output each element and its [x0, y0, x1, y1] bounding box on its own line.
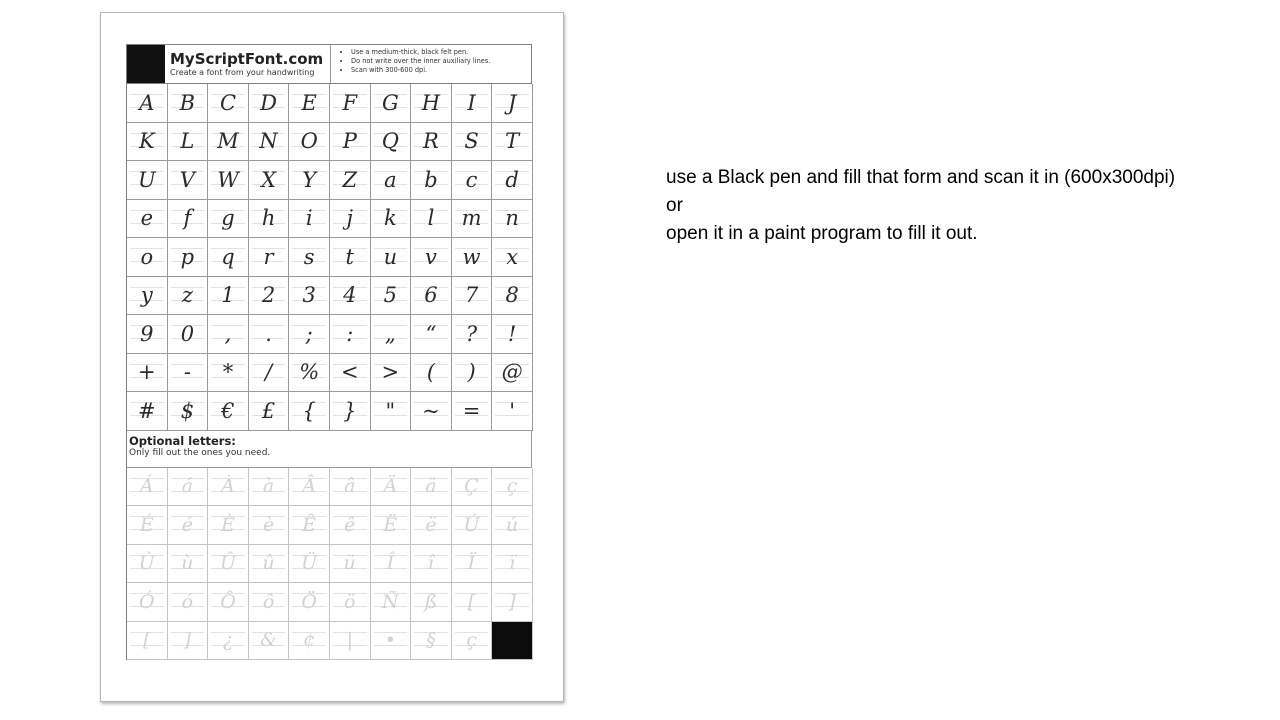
- glyph-cell[interactable]: [208, 506, 249, 545]
- glyph-cell[interactable]: [127, 200, 168, 239]
- handwritten-glyph: è: [262, 513, 275, 536]
- glyph-cell[interactable]: [492, 506, 533, 545]
- glyph-cell[interactable]: [330, 468, 371, 507]
- handwritten-glyph: J: [507, 90, 517, 115]
- handwritten-glyph: x: [506, 244, 519, 269]
- glyph-cell[interactable]: [492, 238, 533, 277]
- glyph-cell[interactable]: [371, 468, 412, 507]
- handwritten-glyph: A: [139, 90, 155, 115]
- handwritten-glyph: 9: [140, 321, 154, 346]
- glyph-cell[interactable]: [492, 468, 533, 507]
- handwritten-glyph: (: [426, 360, 436, 385]
- glyph-cell[interactable]: [249, 583, 290, 622]
- glyph-cell[interactable]: [208, 200, 249, 239]
- handwritten-glyph: m: [461, 206, 482, 231]
- handwritten-glyph: ~: [422, 398, 440, 423]
- corner-registration-mark: [492, 622, 533, 661]
- handwritten-glyph: 7: [464, 283, 479, 308]
- handwritten-glyph: &: [260, 629, 278, 652]
- glyph-cell[interactable]: [371, 622, 412, 661]
- handwritten-glyph: w: [462, 244, 481, 269]
- glyph-cell[interactable]: [452, 354, 493, 393]
- handwritten-glyph: Î: [386, 552, 395, 575]
- glyph-cell[interactable]: [452, 123, 493, 162]
- handwritten-glyph: §: [426, 629, 436, 652]
- glyph-cell[interactable]: [330, 583, 371, 622]
- handwritten-glyph: g: [221, 206, 235, 231]
- glyph-cell[interactable]: [492, 277, 533, 316]
- handwritten-glyph: f: [183, 206, 192, 231]
- glyph-cell[interactable]: [289, 277, 330, 316]
- glyph-cell[interactable]: [127, 506, 168, 545]
- handwritten-glyph: c: [465, 167, 478, 192]
- handwritten-glyph: û: [262, 552, 275, 575]
- handwritten-glyph: •: [384, 629, 396, 652]
- handwritten-glyph: ¿: [222, 629, 234, 652]
- glyph-cell[interactable]: [249, 392, 290, 431]
- glyph-cell[interactable]: [371, 238, 412, 277]
- handwritten-glyph: t: [345, 244, 354, 269]
- handwritten-glyph: â: [344, 475, 356, 498]
- glyph-cell[interactable]: [371, 84, 412, 123]
- handwritten-glyph: ': [509, 398, 516, 423]
- handwritten-glyph: 6: [424, 283, 438, 308]
- handwritten-glyph: Ú: [463, 513, 480, 536]
- glyph-cell[interactable]: [127, 545, 168, 584]
- glyph-cell[interactable]: [492, 200, 533, 239]
- brand-block: [165, 45, 331, 83]
- handwritten-glyph: N: [259, 129, 278, 154]
- glyph-cell[interactable]: [330, 123, 371, 162]
- handwritten-glyph: G: [381, 90, 399, 115]
- handwritten-glyph: ö: [344, 590, 356, 613]
- form-header: [126, 44, 532, 83]
- glyph-cell[interactable]: [289, 315, 330, 354]
- glyph-cell[interactable]: [411, 123, 452, 162]
- note-line: or: [666, 195, 683, 216]
- handwritten-glyph: /: [265, 360, 273, 385]
- glyph-cell[interactable]: [452, 392, 493, 431]
- glyph-cell[interactable]: [168, 392, 209, 431]
- glyph-cell[interactable]: [492, 161, 533, 200]
- handwritten-glyph: @: [501, 360, 523, 385]
- glyph-cell[interactable]: [452, 622, 493, 661]
- handwritten-glyph: Z: [342, 167, 358, 192]
- glyph-cell[interactable]: [330, 238, 371, 277]
- handwritten-glyph: Ô: [220, 590, 236, 613]
- glyph-cell[interactable]: [371, 200, 412, 239]
- brand-name: MyScriptFont.com: [170, 50, 324, 68]
- handwritten-glyph: -: [183, 360, 191, 385]
- handwritten-glyph: î: [427, 552, 434, 575]
- glyph-cell[interactable]: [168, 277, 209, 316]
- glyph-cell[interactable]: [289, 84, 330, 123]
- glyph-cell[interactable]: [289, 545, 330, 584]
- handwritten-glyph: S: [464, 129, 479, 154]
- handwritten-glyph: ä: [425, 475, 437, 498]
- handwritten-glyph: #: [137, 398, 156, 423]
- handwritten-glyph: *: [222, 360, 234, 385]
- corner-registration-mark: [127, 45, 165, 83]
- handwritten-glyph: ç: [466, 629, 477, 652]
- glyph-cell[interactable]: [371, 161, 412, 200]
- handwriting-form: [126, 44, 532, 660]
- handwritten-glyph: i: [305, 206, 313, 231]
- handwritten-glyph: X: [261, 167, 277, 192]
- note-line: open it in a paint program to fill it out.: [666, 223, 978, 244]
- handwritten-glyph: ": [385, 398, 396, 423]
- glyph-cell[interactable]: [452, 315, 493, 354]
- handwritten-glyph: z: [181, 283, 193, 308]
- handwritten-glyph: R: [423, 129, 439, 154]
- glyph-cell[interactable]: [249, 315, 290, 354]
- glyph-cell[interactable]: [127, 161, 168, 200]
- glyph-cell[interactable]: [371, 277, 412, 316]
- glyph-cell[interactable]: [249, 468, 290, 507]
- handwritten-glyph: Ç: [464, 475, 479, 498]
- optional-glyph-grid: [126, 468, 532, 661]
- glyph-cell[interactable]: [127, 392, 168, 431]
- handwritten-glyph: Y: [302, 167, 317, 192]
- handwritten-glyph: u: [383, 244, 398, 269]
- handwritten-glyph: Ê: [302, 513, 317, 536]
- handwritten-glyph: .: [265, 321, 272, 346]
- brand-subtitle: Create a font from your handwriting: [170, 68, 315, 77]
- glyph-cell[interactable]: [371, 506, 412, 545]
- glyph-cell[interactable]: [452, 277, 493, 316]
- glyph-cell[interactable]: [411, 238, 452, 277]
- handwritten-glyph: ç: [506, 475, 518, 498]
- glyph-cell[interactable]: [249, 545, 290, 584]
- glyph-cell[interactable]: [411, 468, 452, 507]
- glyph-cell[interactable]: [411, 200, 452, 239]
- glyph-cell[interactable]: [249, 622, 290, 661]
- handwritten-glyph: F: [342, 90, 358, 115]
- glyph-cell[interactable]: [249, 238, 290, 277]
- glyph-cell[interactable]: [168, 315, 209, 354]
- handwritten-glyph: Ï: [467, 552, 476, 575]
- optional-subtitle: Only fill out the ones you need.: [129, 447, 271, 458]
- handwritten-glyph: L: [180, 129, 195, 154]
- handwritten-glyph: l: [427, 206, 435, 231]
- handwritten-glyph: q: [221, 244, 235, 269]
- glyph-cell[interactable]: [330, 354, 371, 393]
- glyph-grid: [126, 83, 532, 431]
- handwritten-glyph: O: [300, 129, 318, 154]
- handwritten-glyph: ]: [508, 590, 516, 613]
- glyph-cell[interactable]: [208, 84, 249, 123]
- glyph-cell[interactable]: [249, 506, 290, 545]
- handwritten-glyph: r: [263, 244, 274, 269]
- glyph-cell[interactable]: [208, 583, 249, 622]
- glyph-cell[interactable]: [127, 354, 168, 393]
- glyph-cell[interactable]: [492, 123, 533, 162]
- optional-letters-header: [126, 431, 532, 468]
- handwritten-glyph: Ë: [383, 513, 398, 536]
- handwritten-glyph: ë: [425, 513, 437, 536]
- glyph-cell[interactable]: [330, 545, 371, 584]
- handwritten-glyph: €: [221, 398, 235, 423]
- handwritten-glyph: Û: [219, 552, 236, 575]
- glyph-cell[interactable]: [249, 354, 290, 393]
- handwritten-glyph: b: [424, 167, 438, 192]
- handwritten-glyph: 0: [180, 321, 195, 346]
- handwritten-glyph: 8: [505, 283, 519, 308]
- handwritten-glyph: H: [421, 90, 441, 115]
- handwritten-glyph: ù: [181, 552, 194, 575]
- handwritten-glyph: =: [462, 398, 481, 423]
- glyph-cell[interactable]: [208, 392, 249, 431]
- glyph-cell[interactable]: [208, 277, 249, 316]
- handwritten-glyph: $: [180, 398, 195, 423]
- glyph-cell[interactable]: [371, 583, 412, 622]
- handwritten-glyph: j: [346, 206, 354, 231]
- glyph-cell[interactable]: [249, 84, 290, 123]
- glyph-cell[interactable]: [249, 200, 290, 239]
- glyph-cell[interactable]: [168, 84, 209, 123]
- handwritten-glyph: ü: [343, 552, 356, 575]
- handwritten-glyph: ]: [183, 629, 192, 652]
- glyph-cell[interactable]: [127, 238, 168, 277]
- handwritten-glyph: <: [340, 360, 359, 385]
- glyph-cell[interactable]: [411, 506, 452, 545]
- instruction-item: • Scan with 300-600 dpi.: [351, 66, 490, 75]
- handwritten-glyph: |: [346, 629, 353, 652]
- handwritten-glyph: ß: [424, 590, 438, 613]
- glyph-cell[interactable]: [289, 506, 330, 545]
- handwritten-glyph: :: [346, 321, 354, 346]
- handwritten-glyph: ): [467, 360, 476, 385]
- glyph-cell[interactable]: [168, 161, 209, 200]
- handwritten-glyph: !: [507, 321, 517, 346]
- handwritten-glyph: Ó: [139, 590, 155, 613]
- glyph-cell[interactable]: [452, 161, 493, 200]
- handwritten-glyph: È: [221, 513, 235, 536]
- instruction-list: [331, 45, 490, 83]
- glyph-cell[interactable]: [330, 392, 371, 431]
- handwritten-glyph: {: [302, 398, 316, 423]
- handwritten-glyph: P: [342, 129, 357, 154]
- handwritten-glyph: Q: [381, 129, 399, 154]
- handwritten-glyph: 2: [261, 283, 276, 308]
- glyph-cell[interactable]: [452, 545, 493, 584]
- glyph-cell[interactable]: [249, 123, 290, 162]
- instruction-note: [666, 164, 1175, 248]
- glyph-cell[interactable]: [127, 277, 168, 316]
- glyph-cell[interactable]: [208, 545, 249, 584]
- handwritten-glyph: M: [217, 129, 239, 154]
- glyph-cell[interactable]: [127, 622, 168, 661]
- glyph-cell[interactable]: [330, 506, 371, 545]
- glyph-cell[interactable]: [289, 354, 330, 393]
- glyph-cell[interactable]: [168, 354, 209, 393]
- glyph-cell[interactable]: [492, 84, 533, 123]
- glyph-cell[interactable]: [492, 583, 533, 622]
- glyph-cell[interactable]: [168, 545, 209, 584]
- handwritten-glyph: Â: [302, 475, 317, 498]
- glyph-cell[interactable]: [127, 583, 168, 622]
- glyph-cell[interactable]: [168, 468, 209, 507]
- handwritten-glyph: 5: [383, 283, 398, 308]
- handwritten-glyph: à: [262, 475, 275, 498]
- glyph-cell[interactable]: [330, 622, 371, 661]
- handwritten-glyph: v: [425, 244, 437, 269]
- glyph-cell[interactable]: [371, 392, 412, 431]
- handwritten-glyph: n: [505, 206, 519, 231]
- instruction-item: • Do not write over the inner auxiliary lines.: [351, 57, 490, 66]
- glyph-cell[interactable]: [168, 200, 209, 239]
- handwritten-glyph: „: [384, 321, 396, 346]
- handwritten-glyph: B: [179, 90, 196, 115]
- glyph-cell[interactable]: [371, 123, 412, 162]
- handwritten-glyph: E: [301, 90, 317, 115]
- handwritten-glyph: Ö: [301, 590, 317, 613]
- glyph-cell[interactable]: [168, 506, 209, 545]
- optional-title: Optional letters:: [129, 433, 236, 448]
- glyph-cell[interactable]: [411, 315, 452, 354]
- glyph-cell[interactable]: [289, 392, 330, 431]
- glyph-cell[interactable]: [492, 354, 533, 393]
- handwritten-glyph: á: [181, 475, 194, 498]
- glyph-cell[interactable]: [289, 123, 330, 162]
- glyph-cell[interactable]: [411, 161, 452, 200]
- handwritten-glyph: ê: [344, 513, 356, 536]
- handwritten-glyph: Á: [139, 475, 154, 498]
- handwritten-glyph: I: [467, 90, 476, 115]
- handwritten-glyph: [: [143, 629, 151, 652]
- handwritten-glyph: s: [303, 244, 315, 269]
- handwritten-glyph: 3: [302, 283, 316, 308]
- handwritten-glyph: “: [425, 321, 437, 346]
- handwritten-glyph: d: [505, 167, 519, 192]
- glyph-cell[interactable]: [330, 84, 371, 123]
- glyph-cell[interactable]: [208, 354, 249, 393]
- glyph-cell[interactable]: [289, 238, 330, 277]
- glyph-cell[interactable]: [289, 161, 330, 200]
- handwritten-glyph: +: [137, 360, 156, 385]
- handwritten-glyph: é: [181, 513, 194, 536]
- handwritten-glyph: k: [383, 206, 397, 231]
- handwritten-glyph: ó: [181, 590, 194, 613]
- instruction-item: • Use a medium-thick, black felt pen.: [351, 48, 490, 57]
- note-line: use a Black pen and fill that form and scan it in (600x300dpi): [666, 167, 1176, 188]
- handwritten-glyph: 4: [343, 283, 357, 308]
- handwritten-glyph: ¢: [303, 629, 316, 652]
- handwritten-glyph: h: [261, 206, 276, 231]
- glyph-cell[interactable]: [127, 315, 168, 354]
- handwritten-glyph: %: [299, 360, 320, 385]
- glyph-cell[interactable]: [289, 468, 330, 507]
- handwritten-glyph: e: [140, 206, 154, 231]
- glyph-cell[interactable]: [411, 392, 452, 431]
- handwritten-glyph: ;: [305, 321, 313, 346]
- glyph-cell[interactable]: [249, 161, 290, 200]
- glyph-cell[interactable]: [289, 583, 330, 622]
- handwritten-glyph: U: [137, 167, 156, 192]
- handwritten-glyph: 1: [221, 283, 235, 308]
- handwritten-glyph: ú: [506, 513, 519, 536]
- glyph-cell[interactable]: [330, 200, 371, 239]
- handwritten-glyph: a: [384, 167, 397, 192]
- glyph-cell[interactable]: [249, 277, 290, 316]
- glyph-cell[interactable]: [208, 123, 249, 162]
- handwritten-glyph: Ù: [138, 552, 155, 575]
- glyph-cell[interactable]: [127, 123, 168, 162]
- glyph-cell[interactable]: [492, 392, 533, 431]
- glyph-cell[interactable]: [452, 583, 493, 622]
- glyph-cell[interactable]: [168, 583, 209, 622]
- glyph-cell[interactable]: [289, 622, 330, 661]
- handwritten-glyph: ô: [262, 590, 275, 613]
- handwritten-glyph: W: [217, 167, 239, 192]
- glyph-cell[interactable]: [411, 545, 452, 584]
- handwritten-glyph: À: [221, 475, 235, 498]
- glyph-cell[interactable]: [452, 84, 493, 123]
- handwritten-glyph: £: [261, 398, 276, 423]
- glyph-cell[interactable]: [127, 468, 168, 507]
- glyph-cell[interactable]: [452, 468, 493, 507]
- glyph-cell[interactable]: [411, 84, 452, 123]
- glyph-cell[interactable]: [208, 315, 249, 354]
- handwritten-glyph: o: [140, 244, 154, 269]
- handwritten-glyph: [: [467, 590, 476, 613]
- glyph-cell[interactable]: [208, 468, 249, 507]
- handwritten-glyph: ,: [224, 321, 232, 346]
- glyph-cell[interactable]: [330, 315, 371, 354]
- glyph-cell[interactable]: [452, 506, 493, 545]
- handwritten-glyph: }: [343, 398, 357, 423]
- glyph-cell[interactable]: [371, 315, 412, 354]
- glyph-cell[interactable]: [330, 161, 371, 200]
- glyph-cell[interactable]: [452, 238, 493, 277]
- handwritten-glyph: y: [140, 283, 153, 308]
- handwritten-glyph: É: [139, 513, 154, 536]
- glyph-cell[interactable]: [371, 354, 412, 393]
- glyph-cell[interactable]: [411, 354, 452, 393]
- handwritten-glyph: Ü: [301, 552, 318, 575]
- glyph-cell[interactable]: [411, 277, 452, 316]
- glyph-cell[interactable]: [208, 622, 249, 661]
- handwritten-glyph: V: [179, 167, 195, 192]
- glyph-cell[interactable]: [127, 84, 168, 123]
- glyph-cell[interactable]: [208, 238, 249, 277]
- handwritten-glyph: Ñ: [382, 590, 399, 613]
- handwritten-glyph: D: [260, 90, 277, 115]
- glyph-cell[interactable]: [492, 315, 533, 354]
- glyph-cell[interactable]: [371, 545, 412, 584]
- handwritten-glyph: K: [138, 129, 155, 154]
- handwritten-glyph: p: [180, 244, 195, 269]
- handwritten-glyph: C: [219, 90, 237, 115]
- glyph-cell[interactable]: [492, 545, 533, 584]
- glyph-cell[interactable]: [289, 200, 330, 239]
- glyph-cell[interactable]: [168, 238, 209, 277]
- handwritten-glyph: Ä: [383, 475, 398, 498]
- glyph-cell[interactable]: [452, 200, 493, 239]
- glyph-cell[interactable]: [330, 277, 371, 316]
- glyph-cell[interactable]: [411, 583, 452, 622]
- glyph-cell[interactable]: [411, 622, 452, 661]
- glyph-cell[interactable]: [168, 123, 209, 162]
- handwritten-glyph: T: [505, 129, 520, 154]
- glyph-cell[interactable]: [208, 161, 249, 200]
- handwritten-glyph: ?: [465, 321, 478, 346]
- handwritten-glyph: ï: [509, 552, 516, 575]
- handwritten-glyph: >: [381, 360, 400, 385]
- glyph-cell[interactable]: [168, 622, 209, 661]
